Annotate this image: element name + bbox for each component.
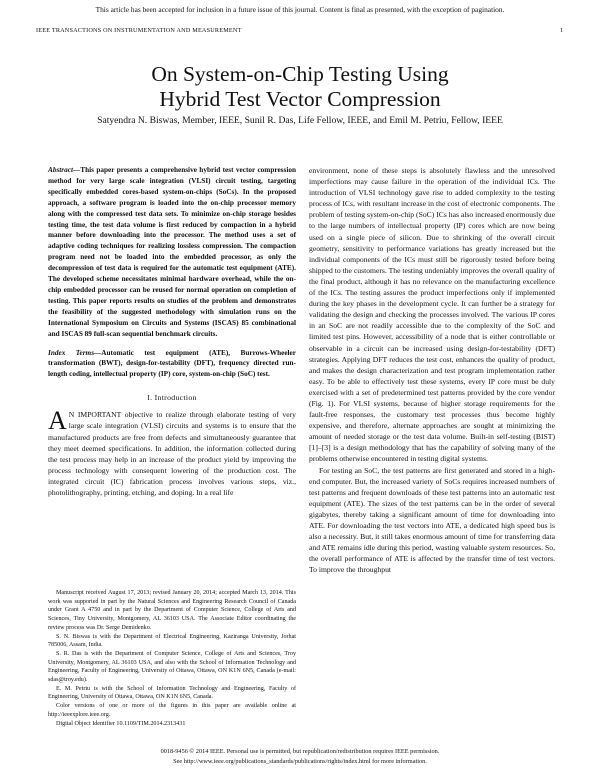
right-column xyxy=(309,165,555,575)
body-paragraph: environment, none of these steps is absolutely flawless and the unresolved imperfections may cause failure in the operation of the individual ICs. The introduction of VLSI technology gave rise to added complexity to the testing process of ICs, with resultant increase in the cost of electronic components. The problem of testing system-on-chip (SoC) ICs has also increased enormously due to the large numbers of intellectual property (IP) cores which are now being used on a single piece of silicon. Due to shrinking of the overall circuit geometry, sensitivity to performance variations has greatly increased but the individual components of the ICs must still be rigorously tested before being shipped to the customers. The testing undeniably improves the overall quality of the final product, although it has no relevance on the manufacturing excellence of the ICs. The testing assures the product imperfections only if implemented during the key phases in the development cycle. It can further be a strategy for validating the design and checking the processes involved. The various IP cores in an SoC are not readily accessible due to the complexity of the SoC and limited test pins. However, accessibility of a node that is either controllable or observable in a circuit can be increased using design-for-testability (DFT) strategies. Applying DFT reduces the test cost, enhances the quality of product, and makes the design characterization and test program implementation rather easy. To be able to effectively test these systems, every IP core must be duly exercised with a set of predetermined test patterns provided by the core vendor (Fig. 1). For VLSI systems, because of higher storage requirements for the fault-free responses, the customary test processes thus become highly expensive, and therefore, alternate approaches are sought at minimizing the amount of needed storage or the test data volume. Built-in self-testing (BIST) [1]–[3] is a design methodology that has the capability of solving many of the problems otherwise encountered in testing digital systems. xyxy=(309,166,555,464)
author-list: Satyendra N. Biswas, Member, IEEE, Sunil R. Das, Life Fellow, IEEE, and Emil M. Petriu, Fellow, IEEE xyxy=(97,115,503,126)
title-line-2: Hybrid Test Vector Compression xyxy=(159,87,441,111)
intro-paragraph-text: N IMPORTANT objective to realize through elaborate testing of very large scale integration (VLSI) circuits and systems is to ensure that the manufactured products are free from defects and simultaneously guarantee that they meet deemed specifications. In addition, the information collected during the test process may help in an increase of the product yield by improving the process technology with consequent lowering of the production cost. The integrated circuit (IC) fabrication process involves various steps, viz., photolithography, printing, etching, and doping. In a real life xyxy=(48,410,296,497)
copyright-line: 0018-9456 © 2014 IEEE. Personal use is permitted, but republication/redistribution requires IEEE permission. xyxy=(160,748,440,755)
abstract-text: This paper presents a comprehensive hybrid test vector compression method for very large scale integration (VLSI) circuit testing, targeting specifically embedded cores-based system-on-chips (SoCs). In the proposed approach, a software program is loaded into the on-chip processor memory along with the compressed test data sets. To minimize on-chip storage besides testing time, the test data volume is first reduced by compaction in a hybrid manner before downloading into the processor. The method uses a set of adaptive coding techniques for realizing lossless compression. The compaction program need not be loaded into the embedded processor, as only the decompression of test data is required for the automatic test equipment (ATE). The developed scheme necessitates minimal hardware overhead, while the on-chip embedded processor can be reused for normal operation on completion of testing. This paper reports results on studies of the problem and demonstrates the feasibility of the suggested methodology with simulation runs on the International Symposium on Circuits and Systems (ISCAS) 85 combinational and ISCAS 89 full-scan sequential benchmark circuits. xyxy=(48,166,296,338)
acceptance-notice: This article has been accepted for inclusion in a future issue of this journal. Content is final as presented, with the exception of pagination. xyxy=(95,5,505,14)
index-terms-label: Index Terms— xyxy=(48,348,102,357)
footnote: S. R. Das is with the Department of Computer Science, College of Arts and Sciences, Troy University, Montgomery, AL 36103 USA, and also with the School of Information Technology and Engineering, Faculty of Engineering, University of Ottawa, Ottawa, ON K1N 6N5, Canada (e-mail: sdas@troy.edu). xyxy=(48,650,296,684)
section-heading-introduction: I. Introduction xyxy=(147,393,197,403)
rights-link-line: See http://www.ieee.org/publications_standards/publications/rights/index.html for more information. xyxy=(173,758,427,765)
footnote: Digital Object Identifier 10.1109/TIM.2014.2313431 xyxy=(56,720,186,727)
footnotes xyxy=(48,589,296,728)
index-terms xyxy=(48,348,296,381)
intro-paragraph xyxy=(48,406,296,498)
left-column xyxy=(48,165,296,498)
footnote: E. M. Petriu is with the School of Information Technology and Engineering, Faculty of Engineering, University of Ottawa, Ottawa, ON K1N 6N5, Canada. xyxy=(48,685,296,701)
footnote: S. N. Biswas is with the Department of Electrical Engineering, Kaziranga University, Jorhat 785006, Assam, India. xyxy=(48,633,296,649)
journal-name: IEEE TRANSACTIONS ON INSTRUMENTATION AND MEASUREMENT xyxy=(36,27,242,34)
body-paragraph: For testing an SoC, the test patterns are first generated and stored in a high-end computer. But, the increased variety of SoCs requires increased numbers of test patterns and frequent downloads of these test patterns into an automatic test equipment (ATE). The sizes of the test patterns can be in the order of several gigabytes, thereby taking a significant amount of time for downloading into ATE. For downloading the test vectors into ATE, a dedicated high speed bus is also a necessity. But, it still takes enormous amount of time for transferring data and ATE remains idle during this period, wasting valuable system resources. So, the overall performance of ATE is affected by the transfer time of test vectors. To improve the throughput xyxy=(309,465,555,575)
abstract xyxy=(48,165,296,340)
page-number: 1 xyxy=(560,27,564,34)
footnote: Color versions of one or more of the figures in this paper are available online at http://ieeexplore.ieee.org. xyxy=(48,703,296,718)
paper-title xyxy=(0,62,600,112)
title-line-1: On System-on-Chip Testing Using xyxy=(151,62,449,86)
abstract-label: Abstract— xyxy=(48,166,81,174)
index-terms-text: Automatic test equipment (ATE), Burrows-Wheeler transformation (BWT), design-for-testability (DFT), frequency directed run-length coding, intellectual property (IP) core, system-on-chip (SoC) test. xyxy=(48,348,296,379)
footnote: Manuscript received August 17, 2013; revised January 20, 2014; accepted March 13, 2014. This work was supported in part by the Natural Sciences and Engineering Research Council of Canada under Grant A 4750 and in part by the Department of Computer Science, College of Arts and Sciences, Tiny University, Montgomery, AL 36103 USA. The Associate Editor coordinating the review process was Dr. Serge Demidenko. xyxy=(48,590,296,631)
drop-cap: A xyxy=(48,406,67,436)
